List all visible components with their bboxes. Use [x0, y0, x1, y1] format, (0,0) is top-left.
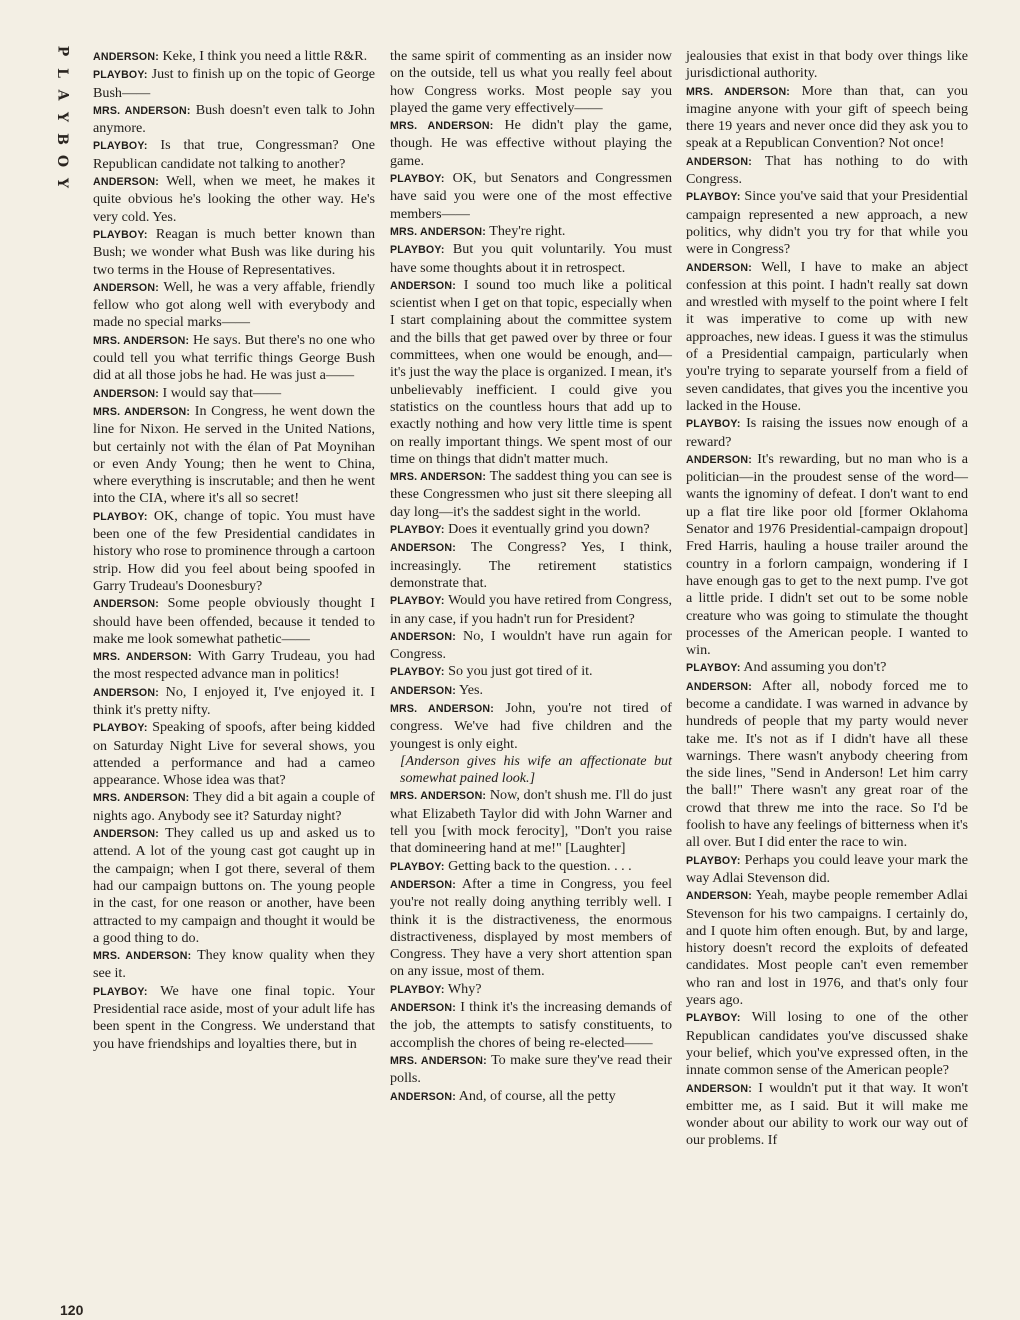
interview-paragraph — [390, 858, 672, 876]
speaker-label: MRS. ANDERSON: — [390, 471, 487, 484]
speaker-label: PLAYBOY: — [93, 228, 148, 241]
speaker-label: MRS. ANDERSON: — [93, 104, 191, 117]
interview-paragraph — [93, 385, 375, 403]
paragraph-text: More than that, can you imagine anyone with your gift of speech being there 19 years and never once did they ask you to speak at a Republican Convention? Not once! — [686, 82, 968, 152]
speaker-label: PLAYBOY: — [93, 722, 148, 735]
speaker-label: MRS. ANDERSON: — [390, 702, 494, 715]
paragraph-text: That has nothing to do with Congress. — [686, 152, 968, 188]
paragraph-text: Now, don't shush me. I'll do just what Elizabeth Taylor did with John Warner and tell you [with mock ferocity], "Don't you raise that domineering hand at me!" [Laughter] — [390, 787, 672, 857]
paragraph-text: But you quit voluntarily. You must have some thoughts about it in retrospect. — [390, 241, 672, 276]
speaker-label: MRS. ANDERSON: — [390, 1054, 487, 1067]
speaker-label: ANDERSON: — [390, 279, 456, 292]
speaker-label: ANDERSON: — [686, 890, 752, 903]
interview-paragraph — [686, 451, 968, 660]
speaker-label: MRS. ANDERSON: — [93, 950, 192, 963]
paragraph-text: And, of course, all the petty — [458, 1087, 616, 1104]
paragraph-text: Well, I have to make an abject confession at this point. I hadn't really sat down and wrestled with myself to the point where I felt it was imperative to come up with new approaches, new ideas. I guess it was the stimulus of a Presidential campaign, particularly when you're trying to separate yourself from a field of seven candidates, that gives you the incentive you lacked in the House. — [686, 258, 968, 414]
interview-paragraph — [390, 468, 672, 521]
paragraph-text: Is that true, Congressman? One Republican candidate not talking to another? — [93, 137, 375, 172]
interview-paragraph — [390, 48, 672, 117]
speaker-label: ANDERSON: — [390, 684, 456, 697]
paragraph-text: Yes. — [458, 681, 483, 698]
paragraph-text: jealousies that exist in that body over things like jurisdictional authority. — [686, 48, 968, 82]
interview-paragraph — [390, 223, 672, 241]
paragraph-text: Well, when we meet, he makes it quite obvious he's looking the other way. He's very cold. Yes. — [93, 173, 375, 225]
paragraph-text: After all, nobody forced me to become a candidate. I was warned in advance by hundreds of people that my party would never take me. It's not as if I didn't have all these warnings. There wasn't anybody cheering from the side lines, "Send in Anderson! Let him carry the ball!" There wasn't any great roar of the crowd that threw me into the race. So I'd be foolish to have any feelings of bitterness when it's all over. But I did enter the race to win. — [686, 677, 969, 851]
interview-paragraph — [390, 592, 672, 628]
speaker-label: ANDERSON: — [686, 155, 752, 168]
interview-paragraph — [390, 787, 672, 857]
speaker-label: ANDERSON: — [390, 878, 456, 891]
speaker-label: PLAYBOY: — [93, 510, 148, 523]
interview-paragraph — [93, 789, 375, 825]
speaker-label: ANDERSON: — [686, 680, 752, 693]
speaker-label: PLAYBOY: — [686, 1012, 741, 1025]
interview-paragraph — [686, 83, 968, 153]
interview-paragraph — [390, 170, 672, 223]
interview-paragraph — [93, 508, 375, 595]
speaker-label: PLAYBOY: — [390, 860, 445, 873]
paragraph-text: Just to finish up on the topic of George Bush—— — [93, 66, 376, 101]
paragraph-text: Yeah, maybe people remember Adlai Stevenson for his two campaigns. I certainly do, and I quote him often enough. But, by and large, history doesn't record the exploits of defeated candidates. Most people can't even remember who ran and lost in 1976, and that's only four years ago. — [686, 887, 968, 1009]
speaker-label: PLAYBOY: — [93, 69, 148, 82]
interview-paragraph — [390, 1088, 672, 1106]
paragraph-text: Why? — [447, 980, 482, 997]
interview-paragraph — [390, 682, 672, 700]
speaker-label: PLAYBOY: — [390, 173, 445, 186]
paragraph-text: Keke, I think you need a little R&R. — [162, 48, 368, 64]
magazine-letter: L — [54, 68, 71, 78]
paragraph-text: The Congress? Yes, I think, increasingly. The retirement statistics demonstrate that. — [390, 539, 672, 591]
interview-paragraph — [93, 66, 375, 102]
speaker-label: PLAYBOY: — [390, 983, 445, 996]
paragraph-text: It's rewarding, but no man who is a politician—in the proudest sense of the word—wants the ignominy of defeat. I don't want to end up a flat tire like poor old [former Oklahoma Senator and 1976 Presidential-campaign dropout] Fred Harris, hauling a house trailer around the country in a forlorn campaign, wondering if I have enough gas to get to the next pump. I've got a little pride. I didn't set out to be some noble creature who was going to stimulate the thought processes of the American people. I wanted to win. — [686, 450, 968, 659]
speaker-label: ANDERSON: — [686, 1082, 752, 1095]
speaker-label: PLAYBOY: — [93, 985, 148, 998]
speaker-label: PLAYBOY: — [686, 854, 741, 867]
speaker-label: ANDERSON: — [93, 387, 159, 400]
magazine-letter: B — [54, 133, 71, 145]
interview-paragraph — [686, 415, 968, 451]
paragraph-text: And assuming you don't? — [743, 659, 887, 676]
paragraph-text: Will losing to one of the other Republican candidates you've discussed shake your belief, which you've expressed often, in the innate common sense of the American people? — [686, 1009, 968, 1079]
speaker-label: MRS. ANDERSON: — [93, 334, 190, 347]
speaker-label: MRS. ANDERSON: — [390, 790, 487, 803]
speaker-label: ANDERSON: — [93, 598, 159, 611]
speaker-label: ANDERSON: — [390, 1090, 456, 1103]
speaker-label: ANDERSON: — [93, 281, 159, 294]
speaker-label: PLAYBOY: — [390, 244, 445, 257]
paragraph-text: No, I enjoyed it, I've enjoyed it. I think it's pretty nifty. — [93, 683, 375, 718]
interview-paragraph — [686, 153, 968, 189]
magazine-letter: O — [54, 154, 71, 168]
paragraph-text: In Congress, he went down the line for Nixon. He served in the United Nations, but certainly not with the élan of Pat Moynihan or even Andy Young; then he went to China, where everything is inscrutable; and then he went into the CIA, where it's all so secret! — [93, 402, 375, 507]
interview-paragraph — [93, 226, 375, 279]
speaker-label: PLAYBOY: — [390, 666, 445, 679]
interview-paragraph — [93, 684, 375, 720]
paragraph-text: Speaking of spoofs, after being kidded on Saturday Night Live for several shows, you attended a performance and had a cameo appearance. Whose idea was that? — [93, 719, 375, 789]
interview-paragraph — [686, 188, 968, 258]
speaker-label: MRS. ANDERSON: — [686, 85, 791, 98]
paragraph-text: Is raising the issues now enough of a reward? — [686, 415, 968, 450]
paragraph-text: Since you've said that your Presidential campaign represented a new approach, a new politics, why didn't you try for that while you were in Congress? — [686, 188, 968, 258]
interview-paragraph — [390, 999, 672, 1052]
speaker-label: PLAYBOY: — [390, 524, 445, 537]
speaker-label: ANDERSON: — [390, 1002, 456, 1015]
paragraph-text: No, I wouldn't have run again for Congress. — [390, 627, 672, 663]
paragraph-text: I wouldn't put it that way. It won't embitter me, as I said. But it will make me wonder about our ability to work our way out of our problems. If — [686, 1079, 968, 1149]
interview-paragraph — [93, 983, 375, 1053]
paragraph-text: Well, he was a very affable, friendly fellow who got along well with everybody and made no special marks—— — [93, 278, 375, 331]
page-number: 120 — [60, 1302, 84, 1318]
speaker-label: ANDERSON: — [93, 686, 159, 699]
paragraph-text: Would you have retired from Congress, in any case, if you hadn't run for President? — [390, 592, 672, 627]
paragraph-text: Bush doesn't even talk to John anymore. — [93, 101, 375, 137]
interview-paragraph — [686, 48, 968, 83]
stage-direction — [390, 753, 672, 788]
paragraph-text: I think it's the increasing demands of the job, the attempts to satisfy constituents, to accomplish the chores of being re-elected—— — [390, 999, 673, 1051]
interview-paragraph — [93, 137, 375, 173]
paragraph-text: He didn't play the game, though. He was effective without playing the game. — [390, 117, 672, 169]
interview-paragraph — [686, 259, 968, 416]
interview-paragraph — [93, 719, 375, 789]
interview-paragraph — [390, 1052, 672, 1088]
text-column-2 — [390, 48, 672, 1106]
speaker-label: ANDERSON: — [686, 453, 752, 466]
paragraph-text: Getting back to the question. . . . — [448, 857, 632, 874]
text-column-3 — [686, 48, 968, 1150]
speaker-label: PLAYBOY: — [686, 662, 741, 675]
interview-paragraph — [390, 117, 672, 170]
paragraph-text: After a time in Congress, you feel you're not really doing anything terribly well. I think it is the distractiveness, the enormous distractiveness, displayed by most members of Congress. They have a very short attention span on any issue, most of them. — [390, 875, 672, 980]
magazine-letter: P — [54, 45, 71, 57]
interview-paragraph — [390, 277, 672, 468]
interview-paragraph — [686, 659, 968, 677]
speaker-label: MRS. ANDERSON: — [93, 651, 192, 664]
interview-paragraph — [390, 981, 672, 999]
paragraph-text: the same spirit of commenting as an insider now on the outside, tell us what you really feel about how Congress works. Most people say you played the game very effectively—— — [390, 48, 672, 116]
interview-paragraph — [93, 332, 375, 385]
paragraph-text: OK, change of topic. You must have been one of the few Presidential candidates in history who rose to prominence through a cartoon strip. How did you feel about being spoofed in Garry Trudeau's Doonesbury? — [93, 507, 375, 594]
interview-paragraph — [93, 825, 375, 947]
magazine-letter: Y — [54, 178, 71, 188]
paragraph-text: Does it eventually grind you down? — [448, 521, 650, 538]
paragraph-text: They did a bit again a couple of nights ago. Anybody see it? Saturday night? — [93, 789, 375, 824]
speaker-label: PLAYBOY: — [686, 418, 741, 431]
paragraph-text: They called us up and asked us to attend. A lot of the young cast got caught up in the campaign; when I got there, several of them had our campaign buttons on. The young people in the cast, for one reason or another, have been attracted to my campaign and thought it would be a good thing to do. — [93, 825, 375, 946]
speaker-label: ANDERSON: — [93, 176, 159, 189]
speaker-label: MRS. ANDERSON: — [390, 225, 486, 238]
interview-paragraph — [686, 678, 968, 852]
interview-paragraph — [686, 852, 968, 888]
magazine-letter: Y — [54, 112, 71, 122]
interview-paragraph — [390, 876, 672, 981]
interview-paragraph — [93, 279, 375, 332]
paragraph-text: Perhaps you could leave your mark the way Adlai Stevenson did. — [686, 851, 968, 886]
speaker-label: MRS. ANDERSON: — [390, 120, 494, 133]
interview-paragraph — [390, 700, 672, 753]
interview-paragraph — [390, 241, 672, 277]
paragraph-text: We have one final topic. Your Presidential race aside, most of your adult life has been spent in the Congress. We understand that you have friendships and loyalties there, but in — [93, 982, 375, 1052]
magazine-letter: A — [54, 89, 71, 101]
paragraph-text: They know quality when they see it. — [93, 947, 375, 982]
interview-paragraph — [93, 947, 375, 983]
paragraph-text: I sound too much like a political scientist when I get on that topic, especially when I start complaining about the committee system and the bills that get pawed over by three or four committees, when one would be enough, and—it's just the way the place is organized. I mean, it's unbelievably inefficient. I could give you statistics on the countless hours that add up to exactly nothing and how very little time is spent on really important things. We spent most of our time on things that didn't matter much. — [390, 276, 672, 467]
speaker-label: PLAYBOY: — [686, 191, 741, 204]
paragraph-text: John, you're not tired of congress. We've had five children and the youngest is only eight. — [390, 699, 672, 752]
paragraph-text: He says. But there's no one who could tell you what terrific things George Bush did at all those jobs he had. He was just a—— — [93, 331, 375, 384]
interview-paragraph — [93, 173, 375, 226]
interview-paragraph — [390, 539, 672, 592]
interview-paragraph — [686, 1009, 968, 1079]
paragraph-text: To make sure they've read their polls. — [390, 1051, 672, 1087]
paragraph-text: OK, but Senators and Congressmen have said you were one of the most effective members—— — [390, 170, 672, 222]
interview-paragraph — [93, 48, 375, 66]
interview-paragraph — [93, 102, 375, 138]
speaker-label: MRS. ANDERSON: — [93, 405, 191, 418]
paragraph-text: They're right. — [489, 222, 566, 239]
paragraph-text: The saddest thing you can see is these Congressmen who just sit there sleeping all day long—it's the saddest sight in the world. — [390, 468, 673, 520]
speaker-label: ANDERSON: — [93, 51, 159, 63]
speaker-label: ANDERSON: — [390, 630, 456, 643]
interview-paragraph — [93, 403, 375, 508]
interview-paragraph — [93, 648, 375, 684]
speaker-label: MRS. ANDERSON: — [93, 792, 190, 805]
paragraph-text: So you just got tired of it. — [448, 663, 593, 680]
paragraph-text: [Anderson gives his wife an affectionate but somewhat pained look.] — [400, 752, 672, 787]
interview-paragraph — [686, 1080, 968, 1150]
paragraph-text: I would say that—— — [162, 384, 282, 401]
speaker-label: PLAYBOY: — [390, 595, 445, 608]
interview-paragraph — [390, 521, 672, 539]
magazine-name-vertical — [54, 40, 71, 194]
interview-paragraph — [93, 595, 375, 648]
speaker-label: PLAYBOY: — [93, 140, 148, 153]
interview-paragraph — [390, 628, 672, 664]
interview-paragraph — [686, 887, 968, 1009]
speaker-label: ANDERSON: — [686, 261, 752, 274]
paragraph-text: With Garry Trudeau, you had the most respected advance man in politics! — [93, 648, 375, 683]
paragraph-text: Some people obviously thought I should have been offended, because it tended to make me look somewhat pathetic—— — [93, 595, 375, 647]
text-column-1 — [93, 48, 375, 1053]
interview-paragraph — [390, 663, 672, 681]
speaker-label: ANDERSON: — [390, 542, 456, 555]
speaker-label: ANDERSON: — [93, 828, 159, 841]
paragraph-text: Reagan is much better known than Bush; we wonder what Bush was like during his two terms in the House of Representatives. — [93, 225, 375, 278]
